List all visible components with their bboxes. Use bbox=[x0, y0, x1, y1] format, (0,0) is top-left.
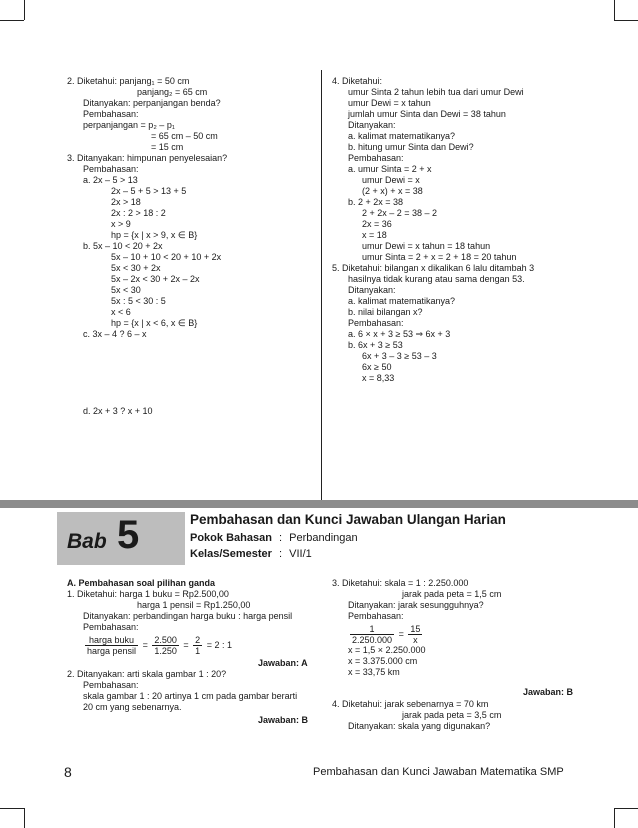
q3-step-2: x = 3.375.000 cm bbox=[348, 656, 418, 666]
solution-line: umur Sinta 2 tahun lebih tua dari umur Dewi bbox=[348, 87, 524, 97]
solution-line: Pembahasan: bbox=[348, 318, 404, 328]
class-value: VII/1 bbox=[289, 548, 312, 560]
q4-block bbox=[332, 699, 501, 732]
solution-line: a. kalimat matematikanya? bbox=[348, 296, 456, 306]
solution-line: Ditanyakan: bbox=[348, 285, 396, 295]
fraction-denominator: harga pensil bbox=[87, 646, 137, 656]
solution-line: hp = {x | x > 9, x ∈ B} bbox=[111, 230, 198, 240]
topic-line bbox=[190, 532, 358, 544]
equals-sign: = bbox=[142, 639, 148, 650]
page-number: 8 bbox=[64, 764, 72, 780]
fraction bbox=[193, 635, 202, 656]
fraction-numerator: 2.500 bbox=[154, 635, 177, 645]
crop-mark bbox=[614, 808, 615, 828]
crop-mark bbox=[24, 808, 25, 828]
solution-line: = 65 cm – 50 cm bbox=[151, 131, 218, 141]
fraction-numerator: harga buku bbox=[85, 635, 138, 646]
solution-line: x = 8,33 bbox=[362, 373, 395, 383]
solution-line: x = 18 bbox=[362, 230, 387, 240]
fraction bbox=[152, 635, 179, 656]
fraction-denominator: 1.250 bbox=[154, 646, 177, 656]
solution-line: d. 2x + 3 ? x + 10 bbox=[83, 406, 153, 416]
fraction-numerator: 2 bbox=[195, 635, 201, 645]
solution-line: Pembahasan: bbox=[83, 109, 139, 119]
solution-line: 2x – 5 + 5 > 13 + 5 bbox=[111, 186, 187, 196]
solution-line bbox=[67, 362, 227, 373]
ratio-result: = 2 : 1 bbox=[206, 639, 232, 650]
solution-line: 5x < 30 bbox=[111, 285, 141, 295]
q1-line-3: Ditanyakan: perbandingan harga buku : harga pensil bbox=[83, 611, 293, 621]
q2-block bbox=[67, 669, 297, 713]
equals-sign: = bbox=[398, 628, 404, 639]
multiple-choice-column-right bbox=[332, 578, 501, 678]
q3-line-2: jarak pada peta = 1,5 cm bbox=[402, 589, 502, 599]
solution-line: umur Dewi = x tahun = 18 tahun bbox=[362, 241, 491, 251]
fraction bbox=[85, 635, 138, 656]
solution-line: b. 5x – 10 < 20 + 2x bbox=[83, 241, 163, 251]
q3-line-4: Pembahasan: bbox=[348, 611, 404, 621]
solution-line: 2 + 2x – 2 = 38 – 2 bbox=[362, 208, 438, 218]
solution-line bbox=[67, 340, 227, 351]
solution-line: 6x + 3 – 3 ≥ 53 – 3 bbox=[362, 351, 437, 361]
fraction bbox=[408, 624, 422, 645]
chapter-title: Pembahasan dan Kunci Jawaban Ulangan Harian bbox=[190, 512, 506, 527]
solutions-column-left bbox=[67, 76, 227, 417]
solution-line: 2. Diketahui: panjang₁ = 50 cm bbox=[67, 76, 190, 86]
solution-line: 2x > 18 bbox=[111, 197, 141, 207]
solution-line: Pembahasan: bbox=[348, 153, 404, 163]
crop-mark bbox=[24, 0, 25, 20]
class-line bbox=[190, 548, 312, 560]
answer-q3: Jawaban: B bbox=[523, 687, 574, 697]
solution-line: c. 3x – 4 ? 6 – x bbox=[83, 329, 147, 339]
solution-line: 2x : 2 > 18 : 2 bbox=[111, 208, 166, 218]
q2-line-3: skala gambar 1 : 20 artinya 1 cm pada gambar berarti bbox=[83, 691, 298, 701]
fraction-numerator: 15 bbox=[410, 624, 421, 634]
solution-line: a. kalimat matematikanya? bbox=[348, 131, 456, 141]
equals-sign: = bbox=[183, 639, 189, 650]
q4-line-2: jarak pada peta = 3,5 cm bbox=[402, 710, 502, 720]
solution-line: 5x < 30 + 2x bbox=[111, 263, 161, 273]
solution-line: b. hitung umur Sinta dan Dewi? bbox=[348, 142, 474, 152]
column-divider bbox=[321, 70, 322, 500]
q2-line-4: 20 cm yang sebenarnya. bbox=[83, 702, 182, 712]
chapter-number: 5 bbox=[117, 513, 140, 557]
solutions-column-right bbox=[332, 76, 534, 384]
q2-line-2: Pembahasan: bbox=[83, 680, 139, 690]
topic-label: Pokok Bahasan bbox=[190, 532, 272, 544]
solution-line: panjang₂ = 65 cm bbox=[137, 87, 208, 97]
q3-fraction-line bbox=[332, 624, 501, 645]
topic-value: Perbandingan bbox=[289, 532, 358, 544]
chapter-band bbox=[0, 500, 638, 508]
q3-line-3: Ditanyakan: jarak sesungguhnya? bbox=[348, 600, 484, 610]
q1-line-1: 1. Diketahui: harga 1 buku = Rp2.500,00 bbox=[67, 589, 229, 599]
solution-line: a. 2x – 5 > 13 bbox=[83, 175, 138, 185]
solution-line: b. nilai bilangan x? bbox=[348, 307, 423, 317]
solution-line: 5x : 5 < 30 : 5 bbox=[111, 296, 166, 306]
solution-line: hp = {x | x < 6, x ∈ B} bbox=[111, 318, 198, 328]
q1-line-2: harga 1 pensil = Rp1.250,00 bbox=[137, 600, 251, 610]
solution-line: (2 + x) + x = 38 bbox=[362, 186, 423, 196]
solution-line: x < 6 bbox=[111, 307, 131, 317]
solution-line: umur Dewi = x tahun bbox=[348, 98, 431, 108]
q4-line-1: 4. Diketahui: jarak sebenarnya = 70 km bbox=[332, 699, 489, 709]
solution-line bbox=[67, 384, 227, 395]
topic-separator: : bbox=[278, 532, 283, 544]
q3-line-1: 3. Diketahui: skala = 1 : 2.250.000 bbox=[332, 578, 469, 588]
solution-line: 4. Diketahui: bbox=[332, 76, 383, 86]
solution-line: jumlah umur Sinta dan Dewi = 38 tahun bbox=[348, 109, 506, 119]
q4-line-3: Ditanyakan: skala yang digunakan? bbox=[348, 721, 491, 731]
q1-fraction-line bbox=[67, 635, 292, 656]
solution-line bbox=[67, 351, 227, 362]
book-title: Pembahasan dan Kunci Jawaban Matematika SMP bbox=[313, 766, 564, 778]
solution-line: a. 6 × x + 3 ≥ 53 ⇒ 6x + 3 bbox=[348, 329, 451, 339]
solution-line bbox=[67, 373, 227, 384]
solution-line: 2x = 36 bbox=[362, 219, 392, 229]
class-label: Kelas/Semester bbox=[190, 548, 272, 560]
solution-line: Pembahasan: bbox=[83, 164, 139, 174]
solution-line: 6x ≥ 50 bbox=[362, 362, 392, 372]
fraction-denominator: 2.250.000 bbox=[352, 635, 393, 645]
solution-line: 3. Ditanyakan: himpunan penyelesaian? bbox=[67, 153, 228, 163]
class-separator: : bbox=[279, 548, 283, 560]
solution-line: b. 2 + 2x = 38 bbox=[348, 197, 404, 207]
crop-mark bbox=[0, 20, 24, 21]
solution-line: 5x – 2x < 30 + 2x – 2x bbox=[111, 274, 200, 284]
q2-line-1: 2. Ditanyakan: arti skala gambar 1 : 20? bbox=[67, 669, 227, 679]
fraction-numerator: 1 bbox=[350, 624, 394, 635]
q3-step-3: x = 33,75 km bbox=[348, 667, 400, 677]
fraction-denominator: 1 bbox=[195, 646, 201, 656]
solution-line bbox=[67, 395, 227, 406]
solution-line: a. umur Sinta = 2 + x bbox=[348, 164, 432, 174]
solution-line: umur Dewi = x bbox=[362, 175, 420, 185]
q1-line-4: Pembahasan: bbox=[83, 622, 139, 632]
solution-line: x > 9 bbox=[111, 219, 131, 229]
multiple-choice-column-left bbox=[67, 578, 292, 656]
solution-line: hasilnya tidak kurang atau sama dengan 53. bbox=[348, 274, 525, 284]
solution-line: umur Sinta = 2 + x = 2 + 18 = 20 tahun bbox=[362, 252, 517, 262]
crop-mark bbox=[614, 20, 638, 21]
section-title: A. Pembahasan soal pilihan ganda bbox=[67, 578, 216, 588]
crop-mark bbox=[614, 808, 638, 809]
crop-mark bbox=[614, 0, 615, 20]
answer-q1: Jawaban: A bbox=[258, 658, 308, 668]
fraction-denominator: x bbox=[413, 635, 418, 645]
solution-line: Ditanyakan: perpanjangan benda? bbox=[83, 98, 221, 108]
solution-line: Ditanyakan: bbox=[348, 120, 396, 130]
solution-line: = 15 cm bbox=[151, 142, 184, 152]
solution-line: perpanjangan = p₂ – p₁ bbox=[83, 120, 175, 130]
solution-line: 5. Diketahui: bilangan x dikalikan 6 lalu ditambah 3 bbox=[332, 263, 535, 273]
chapter-word: Bab bbox=[67, 530, 107, 553]
answer-q2: Jawaban: B bbox=[258, 715, 309, 725]
solution-line: 5x – 10 + 10 < 20 + 10 + 2x bbox=[111, 252, 222, 262]
fraction bbox=[350, 624, 394, 645]
solution-line: b. 6x + 3 ≥ 53 bbox=[348, 340, 403, 350]
crop-mark bbox=[0, 808, 24, 809]
q3-step-1: x = 1,5 × 2.250.000 bbox=[348, 645, 426, 655]
